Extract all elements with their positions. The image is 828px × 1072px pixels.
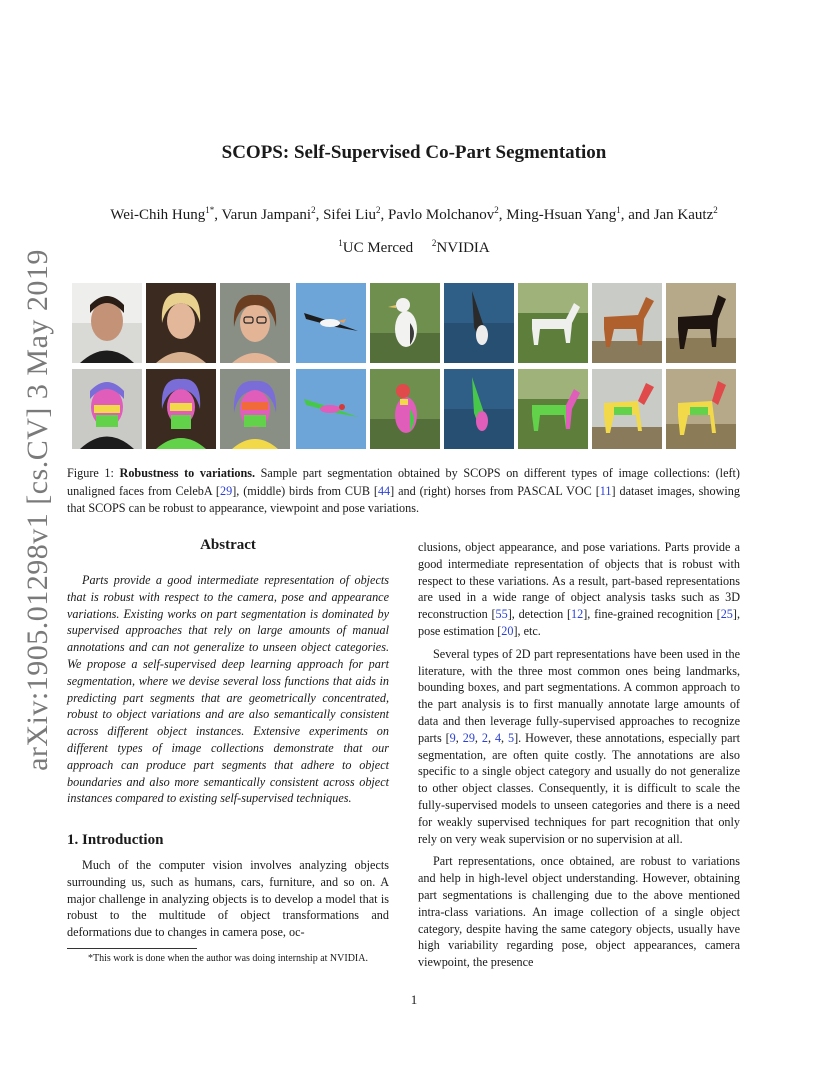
author-sup: 1 (616, 205, 621, 215)
face-segmentation-3 (220, 369, 290, 449)
caption-text: ], (middle) birds from CUB [ (232, 483, 378, 498)
citation-link[interactable]: 11 (599, 483, 612, 498)
horse-segmentation-3 (666, 369, 736, 449)
arxiv-stamp (18, 249, 58, 771)
caption-text: Sample part segmentation obtained by SCOPS on different types of image collections: (left) unaligned faces from CelebA [ (67, 466, 740, 498)
bird-photo-3 (444, 283, 514, 363)
paragraph-text: Several types of 2D part representations have been used in the literature, with the three most common ones being landmarks, bounding boxes, and part segmentations. A common approach to the part analysis is to first manually annotate large amounts of data and then leverage fully-supervised approaches to recognize parts [ (418, 646, 740, 745)
citation-link[interactable]: 5 (508, 730, 515, 745)
author-separator: , (214, 207, 222, 223)
abstract-text: Parts provide a good intermediate representation of objects that is robust with respect to the camera, pose and appearance variations. Existing works on part segmentation is dominated by supervised approaches that rely on large amounts of manual annotations and can not generalize to unseen object categories. We propose a self-supervised deep learning approach for part segmentation, where we devise several loss functions that aids in predicting part segments that are geometrically concentrated, robust to object variations and are also semantically consistent across different object instances. Extensive experiments on different types of image collections demonstrate that our approach can produce part segments that adhere to object boundaries and also more semantically consistent across object instances compared to existing self-supervised techniques. (67, 573, 389, 806)
author-name: Jan Kautz (653, 207, 714, 223)
right-paragraph-1 (418, 539, 740, 640)
right-paragraph-3: Part representations, once obtained, are robust to variations and help in high-level object understanding. However, obtaining part segmentations is challenging due to the above mentioned intra-class variations. An image collection of a single object category, despite having the same category objects, usually have high variability regarding pose, object appearances, camera viewpoint, the presence (418, 854, 740, 970)
author-sup: 2 (376, 205, 381, 215)
paragraph-text: ], fine-grained recognition [ (583, 607, 721, 622)
author-sup: 2 (494, 205, 499, 215)
citation-separator: , (474, 730, 482, 745)
horse-photo-3 (666, 283, 736, 363)
bird-photo-2 (370, 283, 440, 363)
arxiv-id: arXiv:1905.01298v1 [cs.CV] 3 May 2019 (21, 249, 54, 771)
horse-photo-2 (592, 283, 662, 363)
citation-separator: , (487, 730, 495, 745)
citation-link[interactable]: 44 (377, 483, 391, 498)
author-name: Pavlo Molchanov (388, 207, 495, 223)
page-number: 1 (410, 992, 418, 1007)
paragraph-text: ], detection [ (507, 607, 572, 622)
right-paragraph-2 (418, 646, 740, 848)
paragraph-text: ]. However, these annotations, especially part segmentation, are often quite costly. The annotations are also specific to a single object category and usually do not generalize to other object classes. Consequently, it is difficult to scale the fully-supervised models to unseen categories and there is a need for weakly supervised techniques for part recognition that only rely on very weak supervision or no supervision at all. (418, 730, 740, 846)
citation-link[interactable]: 20 (501, 623, 514, 638)
face-photo-3 (220, 283, 290, 363)
affiliation-sup: 2 (431, 238, 437, 248)
bird-segmentation-2 (370, 369, 440, 449)
citation-link[interactable]: 9 (449, 730, 456, 745)
horse-segmentation-1 (518, 369, 588, 449)
affiliation-name: UC Merced (342, 240, 414, 256)
citation-link[interactable]: 29 (220, 483, 233, 498)
author-sup: 2 (311, 205, 316, 215)
face-photo-1 (72, 283, 142, 363)
author-separator: , (498, 207, 507, 223)
citation-separator: , (501, 730, 509, 745)
citation-link[interactable]: 29 (462, 730, 475, 745)
caption-text: ] dataset images, showing that SCOPS can be robust to appearance, viewpoint and pose variations. (67, 483, 740, 515)
figure-1-image-grid (72, 283, 732, 450)
author-name: Ming-Hsuan Yang (506, 207, 617, 223)
bird-photo-1 (296, 283, 366, 363)
citation-link[interactable]: 12 (571, 607, 584, 622)
author-name: Wei-Chih Hung (110, 207, 206, 223)
face-segmentation-2 (146, 369, 216, 449)
author-separator: , (315, 207, 324, 223)
right-column (418, 539, 740, 977)
paragraph-text: clusions, object appearance, and pose variations. Parts provide a good intermediate representation of objects that is robust with respect to these variations. As a result, part-based representations are used in a wide range of object analysis tasks such as 3D reconstruction [ (418, 540, 740, 622)
author-sup: 2 (713, 205, 718, 215)
paragraph-text: ], pose estimation [ (418, 607, 740, 638)
author-separator: , (380, 207, 388, 223)
face-segmentation-1 (72, 369, 142, 449)
affiliation-sup: 1 (338, 238, 343, 248)
citation-link[interactable]: 4 (494, 730, 502, 745)
footnote-divider (67, 948, 197, 949)
citation-link[interactable]: 25 (720, 607, 733, 622)
intro-left-column (67, 857, 389, 947)
bird-segmentation-3 (444, 369, 514, 449)
author-separator: , and (620, 207, 654, 223)
section-heading-introduction: 1. Introduction (67, 832, 164, 848)
horse-photo-1 (518, 283, 588, 363)
horse-segmentation-2 (592, 369, 662, 449)
affiliations (0, 240, 828, 257)
paragraph-text: ], etc. (513, 623, 541, 638)
affiliation-name: NVIDIA (436, 240, 490, 256)
figure-1-caption (67, 465, 740, 518)
face-photo-2 (146, 283, 216, 363)
intro-paragraph: Much of the computer vision involves analyzing objects surrounding us, such as humans, cars, furniture, and so on. A major challenge in analyzing objects is to develop a model that is robust to the multitude of object transformations and deformations due to changes in camera pose, oc- (67, 858, 389, 940)
author-name: Varun Jampani (221, 207, 312, 223)
caption-label: Figure 1: (67, 466, 120, 480)
abstract-body (67, 572, 389, 813)
citation-separator: , (455, 730, 463, 745)
caption-bold: Robustness to variations. (119, 466, 256, 480)
author-list (0, 207, 828, 224)
paper-title: SCOPS: Self-Supervised Co-Part Segmentation (221, 142, 607, 163)
abstract-heading: Abstract (200, 537, 256, 553)
citation-link[interactable]: 2 (481, 730, 488, 745)
bird-segmentation-1 (296, 369, 366, 449)
footnote: *This work is done when the author was doing internship at NVIDIA. (88, 953, 368, 964)
author-name: Sifei Liu (323, 207, 376, 223)
citation-link[interactable]: 55 (495, 607, 508, 622)
author-sup: 1* (205, 205, 215, 215)
caption-text: ] and (right) horses from PASCAL VOC [ (390, 483, 600, 498)
